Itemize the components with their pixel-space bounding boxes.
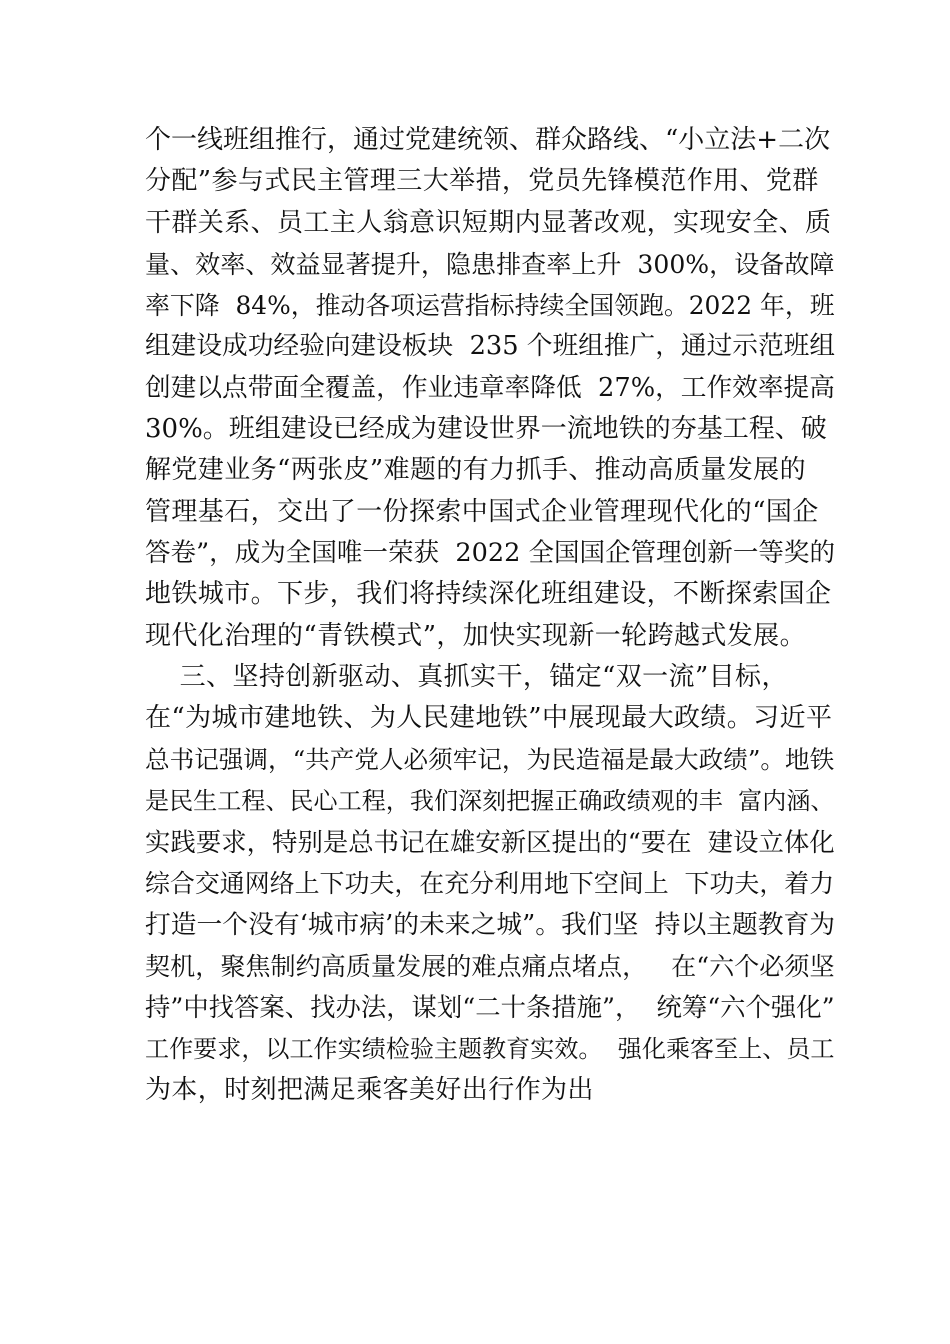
text-line: 率下降 84%，推动各项运营指标持续全国领跑。2022 年，班 [145, 291, 835, 321]
text-line: 干群关系、员工主人翁意识短期内显著改观，实现安全、质 [145, 207, 832, 238]
text-line: 创建以点带面全覆盖，作业违章率降低 27%，工作效率提高 [145, 372, 835, 403]
text-line: 打造一个没有‘城市病’的未来之城”。我们坚 持以主题教育为 [145, 909, 836, 940]
text-line: 工作要求，以工作实绩检验主题教育实效。 强化乘客至上、员工 [145, 1034, 835, 1063]
text-line: 总书记强调，“共产党人必须牢记，为民造福是最大政绩”。地铁 [145, 745, 835, 775]
body-text [145, 120, 835, 1111]
text-line: 个一线班组推行，通过党建统领、群众路线、“小立法+二次 [145, 125, 831, 155]
text-line: 为本，时刻把满足乘客美好出行作为出 [145, 1074, 594, 1105]
text-line: 分配”参与式民主管理三大举措，党员先锋模范作用、党群 [145, 166, 819, 197]
text-line: 量、效率、效益显著提升，隐患排查率上升 300%，设备故障 [145, 249, 835, 279]
text-line: 答卷”，成为全国唯一荣获 2022 全国国企管理创新一等奖的 [145, 537, 836, 568]
text-line: 现代化治理的“青铁模式”，加快实现新一轮跨越式发展。 [145, 620, 806, 651]
text-line: 组建设成功经验向建设板块 235 个班组推广，通过示范班组 [145, 331, 836, 362]
text-line: 管理基石，交出了一份探索中国式企业管理现代化的“国企 [145, 496, 819, 527]
text-line: 契机，聚焦制约高质量发展的难点痛点堵点， 在“六个必须坚 [145, 951, 835, 981]
text-line: 三、坚持创新驱动、真抓实干，锚定“双一流”目标， [145, 661, 788, 692]
text-line: 30%。班组建设已经成为建设世界一流地铁的夯基工程、破 [145, 414, 827, 445]
text-line: 是民生工程、民心工程，我们深刻把握正确政绩观的丰 富内涵、 [145, 786, 835, 815]
text-line: 综合交通网络上下功夫，在充分利用地下空间上 下功夫，着力 [145, 869, 835, 899]
text-line: 解党建业务“两张皮”难题的有力抓手、推动高质量发展的 [145, 455, 806, 486]
text-line: 在“为城市建地铁、为人民建地铁”中展现最大政绩。习近平 [145, 703, 833, 734]
text-line: 持”中找答案、找办法，谋划“二十条措施”， 统筹“六个强化” [145, 992, 835, 1023]
text-line: 地铁城市。下步，我们将持续深化班组建设，不断探索国企 [145, 579, 832, 610]
text-line: 实践要求，特别是总书记在雄安新区提出的“要在 建设立体化 [145, 827, 835, 858]
